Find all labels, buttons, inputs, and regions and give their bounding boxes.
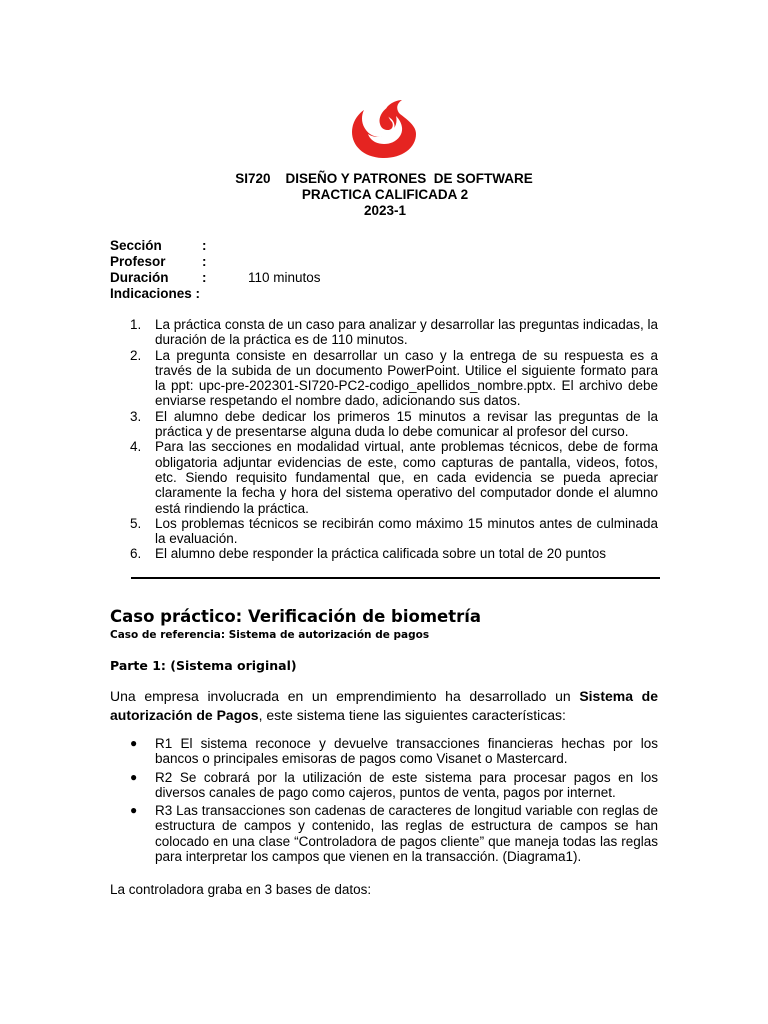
list-number: 2. — [130, 347, 142, 363]
list-number: 5. — [130, 515, 142, 531]
intro-bold-text: Sistema de autorización de Pagos — [110, 688, 658, 723]
course-title: SI720 DISEÑO Y PATRONES DE SOFTWARE — [235, 171, 533, 186]
field-colon: : — [202, 254, 207, 269]
field-colon: : — [202, 270, 207, 285]
field-colon: : — [202, 238, 207, 253]
intro-text-end: , este sistema tiene las siguientes características: — [258, 707, 566, 723]
list-item — [130, 409, 658, 440]
bullet-icon: ● — [130, 769, 138, 784]
list-item — [130, 317, 658, 348]
intro-text: Una empresa involucrada en un emprendimiento ha desarrollado un — [110, 688, 580, 704]
list-text: Para las secciones en modalidad virtual, ante problemas técnicos, debe de forma obligatoria adjuntar evidencias de este, como capturas de pantalla, videos, fotos, etc. Siendo requisito fundamental que, en cada evidencia se pueda apreciar claramente la fecha y hora del sistema operativo del computador donde el alumno está rindiendo la práctica. — [155, 439, 658, 516]
list-number: 1. — [130, 317, 142, 332]
list-text: La práctica consta de un caso para analizar y desarrollar las preguntas indicadas, la duración de la práctica es de 110 minutos. — [155, 317, 658, 348]
list-item — [130, 546, 658, 561]
list-number: 6. — [130, 546, 142, 562]
field-label: Duración — [110, 270, 169, 285]
exam-term: 2023-1 — [363, 203, 407, 218]
field-label: Profesor — [110, 254, 166, 269]
list-item — [130, 516, 658, 547]
list-text: El alumno debe dedicar los primeros 15 minutos a revisar las preguntas de la práctica y de presentarse alguna duda lo debe comunicar al profesor del curso. — [155, 408, 658, 440]
exam-header — [0, 171, 768, 219]
list-text: R2 Se cobrará por la utilización de este sistema para procesar pagos en los diversos canales de pago como cajeros, puntos de venta, pagos por internet. — [155, 769, 658, 800]
case-title: Caso práctico: Verificación de biometría — [110, 607, 482, 626]
exam-title: PRACTICA CALIFICADA 2 — [301, 187, 469, 202]
field-label: Indicaciones : — [110, 286, 201, 301]
horizontal-divider — [131, 577, 660, 579]
list-item — [130, 736, 658, 767]
field-value: 110 minutos — [248, 270, 321, 285]
requirements-list — [130, 736, 658, 867]
list-number: 3. — [130, 408, 142, 424]
instructions-list — [130, 317, 658, 562]
list-text: La pregunta consiste en desarrollar un caso y la entrega de su respuesta es a través de la subida de un documento PowerPoint. Utilice el siguiente formato para la ppt: upc-pre-202301-SI720-PC2-codigo_apellidos_nombre.pptx. El archivo debe enviarse respetando el nombre dado, adicionando sus datos. — [155, 347, 658, 409]
list-text: Los problemas técnicos se recibirán como máximo 15 minutos antes de culminada la evaluación. — [155, 515, 658, 547]
upc-flame-logo-icon — [350, 100, 418, 158]
list-number: 4. — [130, 439, 142, 455]
list-text: R3 Las transacciones son cadenas de caracteres de longitud variable con reglas de estructura de campos y contenido, las reglas de estructura de campos se han colocado en una clase “Controladora de pagos cliente” que maneja todas las reglas para interpretar los campos que vienen en la transacción. (Diagrama1). — [155, 803, 658, 865]
case-intro-paragraph — [110, 687, 658, 725]
case-reference: Caso de referencia: Sistema de autorización de pagos — [110, 629, 430, 641]
field-profesor — [110, 254, 321, 270]
field-seccion — [110, 238, 321, 254]
list-text: R1 El sistema reconoce y devuelve transacciones financieras hechas por los bancos o principales emisoras de pagos como Visanet o Mastercard. — [155, 736, 658, 767]
list-item — [130, 348, 658, 409]
list-text: El alumno debe responder la práctica calificada sobre un total de 20 puntos — [155, 546, 607, 562]
field-duracion — [110, 270, 321, 286]
exam-fields — [110, 238, 321, 302]
bullet-icon: ● — [130, 803, 138, 818]
list-item — [130, 770, 658, 801]
field-label: Sección — [110, 238, 162, 253]
closing-paragraph: La controladora graba en 3 bases de datos: — [110, 882, 372, 897]
list-item — [130, 439, 658, 515]
bullet-icon: ● — [130, 736, 138, 750]
part-heading: Parte 1: (Sistema original) — [110, 658, 297, 673]
field-indicaciones — [110, 286, 321, 302]
list-item — [130, 803, 658, 864]
